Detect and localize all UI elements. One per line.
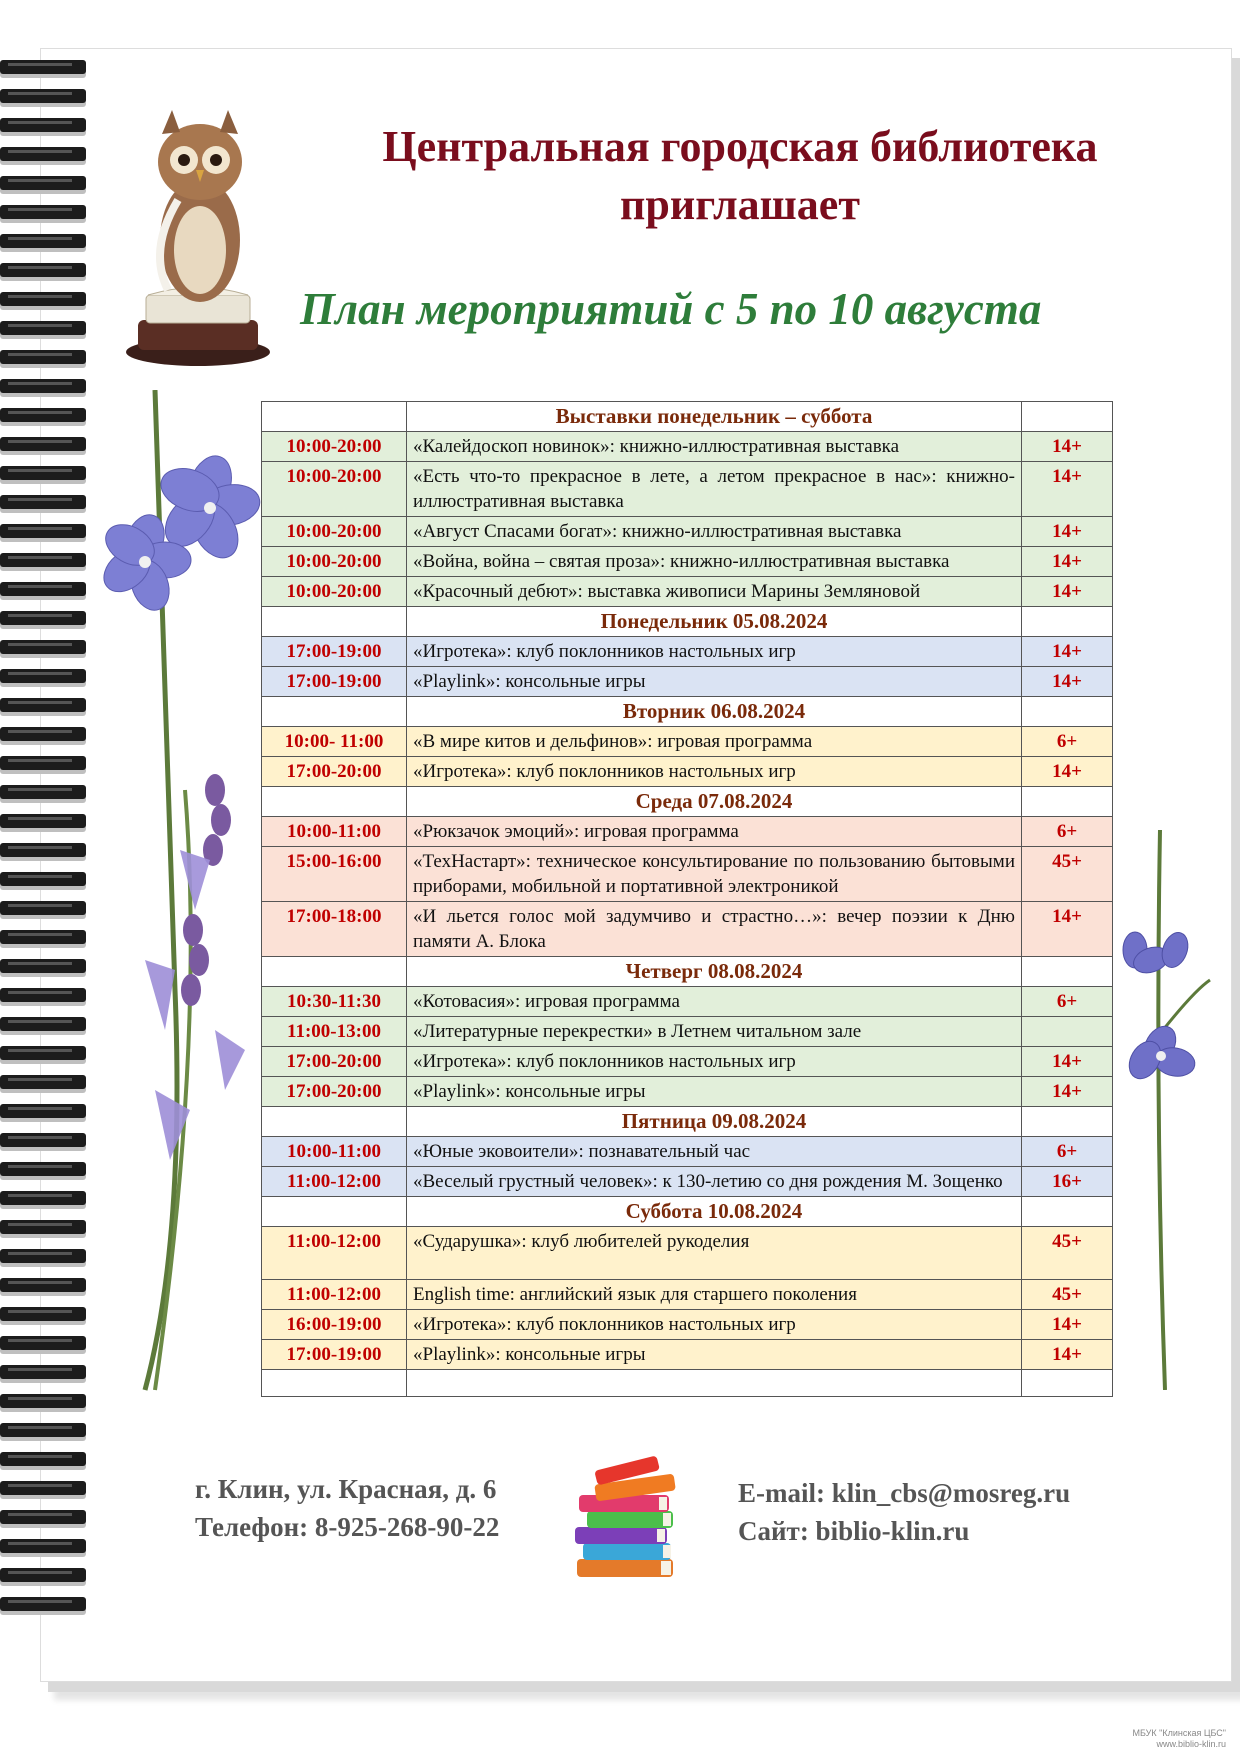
event-time: 11:00-12:00 <box>262 1280 407 1310</box>
spiral-ring <box>0 379 86 393</box>
event-time: 17:00-20:00 <box>262 1047 407 1077</box>
event-title: «Playlink»: консольные игры <box>407 1077 1022 1107</box>
event-title: «ТехНастарт»: техническое консультирование по пользованию бытовыми приборами, мобильной и портативной электроникой <box>407 847 1022 902</box>
age-rating: 14+ <box>1022 517 1113 547</box>
spiral-ring <box>0 147 86 161</box>
section-heading: Четверг 08.08.2024 <box>407 957 1022 987</box>
page-title <box>300 118 1180 234</box>
event-time: 10:00-20:00 <box>262 432 407 462</box>
blue-flower-image <box>95 390 275 1400</box>
event-title: «Playlink»: консольные игры <box>407 1340 1022 1370</box>
event-time: 10:00-20:00 <box>262 547 407 577</box>
heading-blank <box>262 1107 407 1137</box>
event-title: «Игротека»: клуб поклонников настольных игр <box>407 1047 1022 1077</box>
event-title: «Игротека»: клуб поклонников настольных игр <box>407 637 1022 667</box>
event-title: «Сударушка»: клуб любителей рукоделия <box>407 1227 1022 1280</box>
age-rating: 14+ <box>1022 1340 1113 1370</box>
event-time: 10:00-11:00 <box>262 817 407 847</box>
age-rating: 14+ <box>1022 757 1113 787</box>
age-rating: 16+ <box>1022 1167 1113 1197</box>
table-row <box>262 987 1113 1017</box>
section-heading-row <box>262 957 1113 987</box>
age-rating: 14+ <box>1022 462 1113 517</box>
age-rating: 14+ <box>1022 637 1113 667</box>
spiral-ring <box>0 785 86 799</box>
spiral-ring <box>0 901 86 915</box>
title-line-2: приглашает <box>620 180 860 229</box>
table-row <box>262 1017 1113 1047</box>
age-rating: 14+ <box>1022 577 1113 607</box>
spiral-ring <box>0 553 86 567</box>
empty-cell <box>262 1370 407 1397</box>
spiral-ring <box>0 60 86 74</box>
spiral-ring <box>0 1539 86 1553</box>
blue-flower-image <box>1115 830 1235 1390</box>
phone-text: Телефон: 8-925-268-90-22 <box>195 1512 500 1542</box>
event-time: 10:00- 11:00 <box>262 727 407 757</box>
page-subtitle: План мероприятий с 5 по 10 августа <box>300 284 1042 334</box>
table-row <box>262 1340 1113 1370</box>
event-title: «Юные эковоители»: познавательный час <box>407 1137 1022 1167</box>
spiral-ring <box>0 1017 86 1031</box>
spiral-ring <box>0 1104 86 1118</box>
table-row <box>262 637 1113 667</box>
spiral-ring <box>0 669 86 683</box>
event-time: 10:00-11:00 <box>262 1137 407 1167</box>
age-rating: 14+ <box>1022 1047 1113 1077</box>
spiral-ring <box>0 1278 86 1292</box>
age-rating: 6+ <box>1022 727 1113 757</box>
event-title: «Август Спасами богат»: книжно-иллюстративная выставка <box>407 517 1022 547</box>
age-rating: 14+ <box>1022 1077 1113 1107</box>
spiral-ring <box>0 814 86 828</box>
spiral-ring <box>0 698 86 712</box>
watermark-line-1: МБУК "Клинская ЦБС" <box>1132 1728 1226 1738</box>
event-time: 10:00-20:00 <box>262 462 407 517</box>
spiral-ring <box>0 466 86 480</box>
table-row <box>262 817 1113 847</box>
spiral-ring <box>0 408 86 422</box>
section-heading: Понедельник 05.08.2024 <box>407 607 1022 637</box>
book-stack-image <box>565 1455 695 1585</box>
heading-blank <box>262 402 407 432</box>
spiral-ring <box>0 176 86 190</box>
event-time: 15:00-16:00 <box>262 847 407 902</box>
spiral-ring <box>0 1046 86 1060</box>
event-title: English time: английский язык для старшего поколения <box>407 1280 1022 1310</box>
event-time: 17:00-18:00 <box>262 902 407 957</box>
event-title: «Калейдоскоп новинок»: книжно-иллюстративная выставка <box>407 432 1022 462</box>
table-row <box>262 462 1113 517</box>
heading-blank <box>262 607 407 637</box>
event-time: 11:00-12:00 <box>262 1227 407 1280</box>
event-title: «Веселый грустный человек»: к 130-летию со дня рождения М. Зощенко <box>407 1167 1022 1197</box>
section-heading: Пятница 09.08.2024 <box>407 1107 1022 1137</box>
event-title: «Война, война – святая проза»: книжно-иллюстративная выставка <box>407 547 1022 577</box>
spiral-ring <box>0 1162 86 1176</box>
table-row <box>262 577 1113 607</box>
table-row <box>262 1077 1113 1107</box>
heading-blank <box>1022 957 1113 987</box>
age-rating: 14+ <box>1022 667 1113 697</box>
heading-blank <box>262 957 407 987</box>
event-title: «В мире китов и дельфинов»: игровая программа <box>407 727 1022 757</box>
age-rating: 45+ <box>1022 1280 1113 1310</box>
spiral-ring <box>0 1220 86 1234</box>
age-rating: 14+ <box>1022 902 1113 957</box>
spiral-ring <box>0 1249 86 1263</box>
spiral-ring <box>0 321 86 335</box>
table-row <box>262 1047 1113 1077</box>
section-heading-row <box>262 1107 1113 1137</box>
spiral-ring <box>0 1481 86 1495</box>
section-heading: Выставки понедельник – суббота <box>407 402 1022 432</box>
age-rating: 14+ <box>1022 547 1113 577</box>
spiral-ring <box>0 89 86 103</box>
owl-figurine-image <box>118 90 278 370</box>
watermark <box>1132 1728 1226 1750</box>
spiral-ring <box>0 1510 86 1524</box>
event-title: «Игротека»: клуб поклонников настольных игр <box>407 1310 1022 1340</box>
table-row <box>262 727 1113 757</box>
site-text[interactable]: Сайт: biblio-klin.ru <box>738 1516 970 1546</box>
event-time: 11:00-12:00 <box>262 1167 407 1197</box>
heading-blank <box>262 1197 407 1227</box>
spiral-ring <box>0 205 86 219</box>
schedule-table <box>261 401 1113 1397</box>
section-heading-row <box>262 402 1113 432</box>
spiral-ring <box>0 1452 86 1466</box>
spiral-ring <box>0 1394 86 1408</box>
section-heading: Вторник 06.08.2024 <box>407 697 1022 727</box>
spiral-ring <box>0 437 86 451</box>
spiral-binding <box>0 60 90 1660</box>
spiral-ring <box>0 1365 86 1379</box>
spiral-ring <box>0 1423 86 1437</box>
spiral-ring <box>0 611 86 625</box>
event-time: 10:00-20:00 <box>262 517 407 547</box>
spiral-ring <box>0 350 86 364</box>
table-row <box>262 1280 1113 1310</box>
heading-blank <box>1022 787 1113 817</box>
section-heading-row <box>262 607 1113 637</box>
watermark-line-2: www.biblio-klin.ru <box>1156 1739 1226 1749</box>
contact-block <box>738 1474 1070 1550</box>
spiral-ring <box>0 1307 86 1321</box>
section-heading-row <box>262 697 1113 727</box>
spiral-ring <box>0 640 86 654</box>
event-time: 10:30-11:30 <box>262 987 407 1017</box>
table-row <box>262 1227 1113 1280</box>
age-rating: 45+ <box>1022 1227 1113 1280</box>
empty-cell <box>407 1370 1022 1397</box>
spiral-ring <box>0 495 86 509</box>
spiral-ring <box>0 1191 86 1205</box>
spiral-ring <box>0 959 86 973</box>
table-row <box>262 1137 1113 1167</box>
section-heading: Среда 07.08.2024 <box>407 787 1022 817</box>
table-row <box>262 547 1113 577</box>
email-text[interactable]: E-mail: klin_cbs@mosreg.ru <box>738 1478 1071 1508</box>
table-row <box>262 757 1113 787</box>
age-rating: 6+ <box>1022 987 1113 1017</box>
table-row <box>262 517 1113 547</box>
section-heading: Суббота 10.08.2024 <box>407 1197 1022 1227</box>
spiral-ring <box>0 292 86 306</box>
section-heading-row <box>262 787 1113 817</box>
event-time: 17:00-19:00 <box>262 667 407 697</box>
spiral-ring <box>0 988 86 1002</box>
heading-blank <box>1022 1197 1113 1227</box>
event-title: «Литературные перекрестки» в Летнем читальном зале <box>407 1017 1022 1047</box>
spiral-ring <box>0 930 86 944</box>
event-time: 17:00-20:00 <box>262 757 407 787</box>
event-time: 17:00-20:00 <box>262 1077 407 1107</box>
event-time: 17:00-19:00 <box>262 637 407 667</box>
heading-blank <box>1022 607 1113 637</box>
heading-blank <box>1022 1107 1113 1137</box>
event-time: 17:00-19:00 <box>262 1340 407 1370</box>
table-row <box>262 847 1113 902</box>
empty-row <box>262 1370 1113 1397</box>
event-time: 16:00-19:00 <box>262 1310 407 1340</box>
spiral-ring <box>0 1336 86 1350</box>
event-title: «Есть что-то прекрасное в лете, а летом прекрасное в нас»: книжно-иллюстративная выставка <box>407 462 1022 517</box>
age-rating: 45+ <box>1022 847 1113 902</box>
spiral-ring <box>0 843 86 857</box>
spiral-ring <box>0 118 86 132</box>
section-heading-row <box>262 1197 1113 1227</box>
event-title: «Игротека»: клуб поклонников настольных игр <box>407 757 1022 787</box>
heading-blank <box>1022 697 1113 727</box>
address-block <box>195 1470 499 1546</box>
spiral-ring <box>0 524 86 538</box>
title-line-1: Центральная городская библиотека <box>382 122 1098 171</box>
age-rating: 6+ <box>1022 1137 1113 1167</box>
spiral-ring <box>0 234 86 248</box>
table-row <box>262 1167 1113 1197</box>
empty-cell <box>1022 1370 1113 1397</box>
spiral-ring <box>0 1075 86 1089</box>
age-rating: 14+ <box>1022 1310 1113 1340</box>
table-row <box>262 667 1113 697</box>
address-text: г. Клин, ул. Красная, д. 6 <box>195 1474 497 1504</box>
spiral-ring <box>0 872 86 886</box>
spiral-ring <box>0 1133 86 1147</box>
table-row <box>262 1310 1113 1340</box>
event-title: «И льется голос мой задумчиво и страстно…»: вечер поэзии к Дню памяти А. Блока <box>407 902 1022 957</box>
age-rating: 14+ <box>1022 432 1113 462</box>
event-title: «Рюкзачок эмоций»: игровая программа <box>407 817 1022 847</box>
spiral-ring <box>0 1568 86 1582</box>
spiral-ring <box>0 727 86 741</box>
event-time: 11:00-13:00 <box>262 1017 407 1047</box>
event-title: «Playlink»: консольные игры <box>407 667 1022 697</box>
table-row <box>262 902 1113 957</box>
table-row <box>262 432 1113 462</box>
event-title: «Красочный дебют»: выставка живописи Марины Земляновой <box>407 577 1022 607</box>
heading-blank <box>262 697 407 727</box>
spiral-ring <box>0 582 86 596</box>
age-rating: 6+ <box>1022 817 1113 847</box>
event-title: «Котовасия»: игровая программа <box>407 987 1022 1017</box>
spiral-ring <box>0 756 86 770</box>
heading-blank <box>1022 402 1113 432</box>
event-time: 10:00-20:00 <box>262 577 407 607</box>
spiral-ring <box>0 263 86 277</box>
heading-blank <box>262 787 407 817</box>
age-rating <box>1022 1017 1113 1047</box>
spiral-ring <box>0 1597 86 1611</box>
